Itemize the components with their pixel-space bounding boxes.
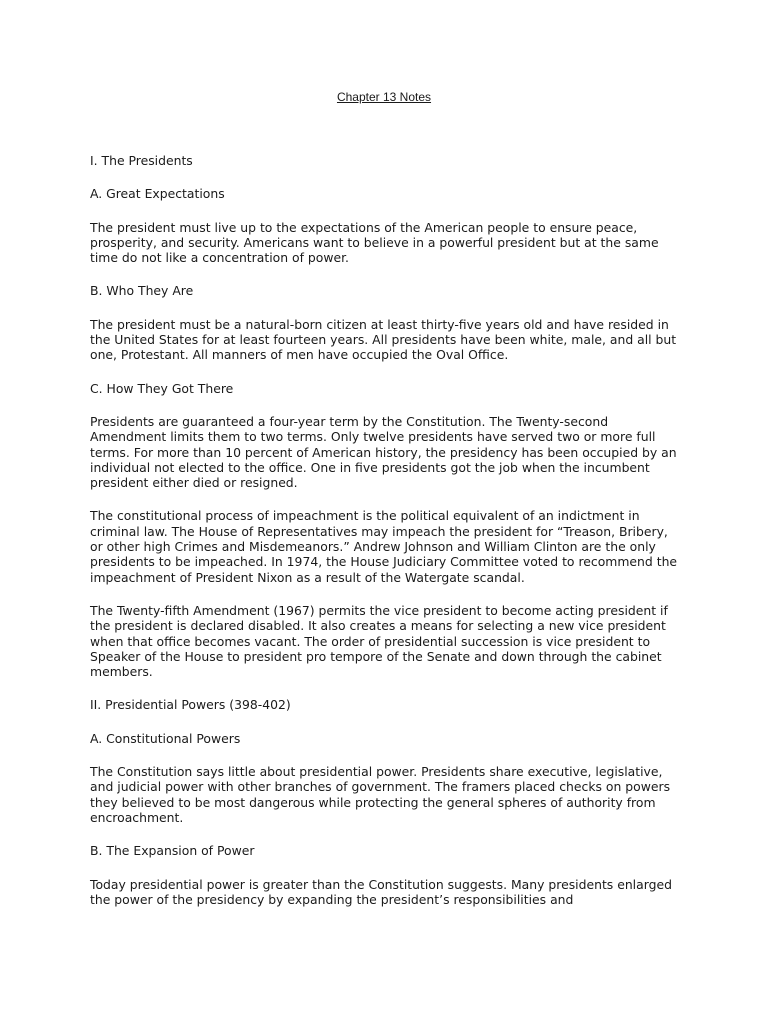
subsection-heading-constitutional-powers: A. Constitutional Powers [90,730,241,746]
section-heading-presidential-powers: II. Presidential Powers (398-402) [90,697,291,713]
page-title: Chapter 13 Notes [336,90,432,104]
paragraph-constitutional-powers: The Constitution says little about presidential power. Presidents share executive, legislative, and judicial power with other branches of government. The framers placed checks on powers they believed to be most dangerous while protecting the general spheres of authority from encroachment. [90,764,671,825]
subsection-heading-how-they-got-there: C. How They Got There [90,380,234,396]
paragraph-who-they-are: The president must be a natural-born citizen at least thirty-five years old and have resided in the United States for at least fourteen years. All presidents have been white, male, and all but one, Protestant. All manners of men have occupied the Oval Office. [90,316,677,363]
subsection-heading-expansion-of-power: B. The Expansion of Power [90,843,255,859]
section-heading-presidents: I. The Presidents [90,153,193,168]
paragraph-twenty-fifth-amendment: The Twenty-fifth Amendment (1967) permits the vice president to become acting president if the president is declared disabled. It also creates a means for selecting a new vice president when that office becomes vacant. The order of presidential succession is vice president to Speaker of the House to president pro tempore of the Senate and down through the cabinet members. [90,602,668,680]
document-body [90,153,682,925]
subsection-heading-who-they-are: B. Who They Are [90,283,194,299]
paragraph-impeachment: The constitutional process of impeachment is the political equivalent of an indictment in criminal law. The House of Representatives may impeach the president for “Treason, Bribery, or other high Crimes and Misdemeanors.” Andrew Johnson and William Clinton are the only presidents to be impeached. In 1974, the House Judiciary Committee voted to recommend the impeachment of President Nixon as a result of the Watergate scandal. [90,508,678,585]
paragraph-expansion-of-power: Today presidential power is greater than the Constitution suggests. Many presidents enlarged the power of the presidency by expanding the president’s responsibilities and [90,876,672,907]
paragraph-terms: Presidents are guaranteed a four-year term by the Constitution. The Twenty-second Amendment limits them to two terms. Only twelve presidents have served two or more full terms. For more than 10 percent of American history, the presidency has been occupied by an individual not elected to the office. One in five presidents got the job when the incumbent president either died or resigned. [90,413,677,491]
subsection-heading-great-expectations: A. Great Expectations [90,186,225,202]
paragraph-great-expectations: The president must live up to the expectations of the American people to ensure peace, prosperity, and security. Americans want to believe in a powerful president but at the same time do not like a concentration of power. [90,219,659,266]
